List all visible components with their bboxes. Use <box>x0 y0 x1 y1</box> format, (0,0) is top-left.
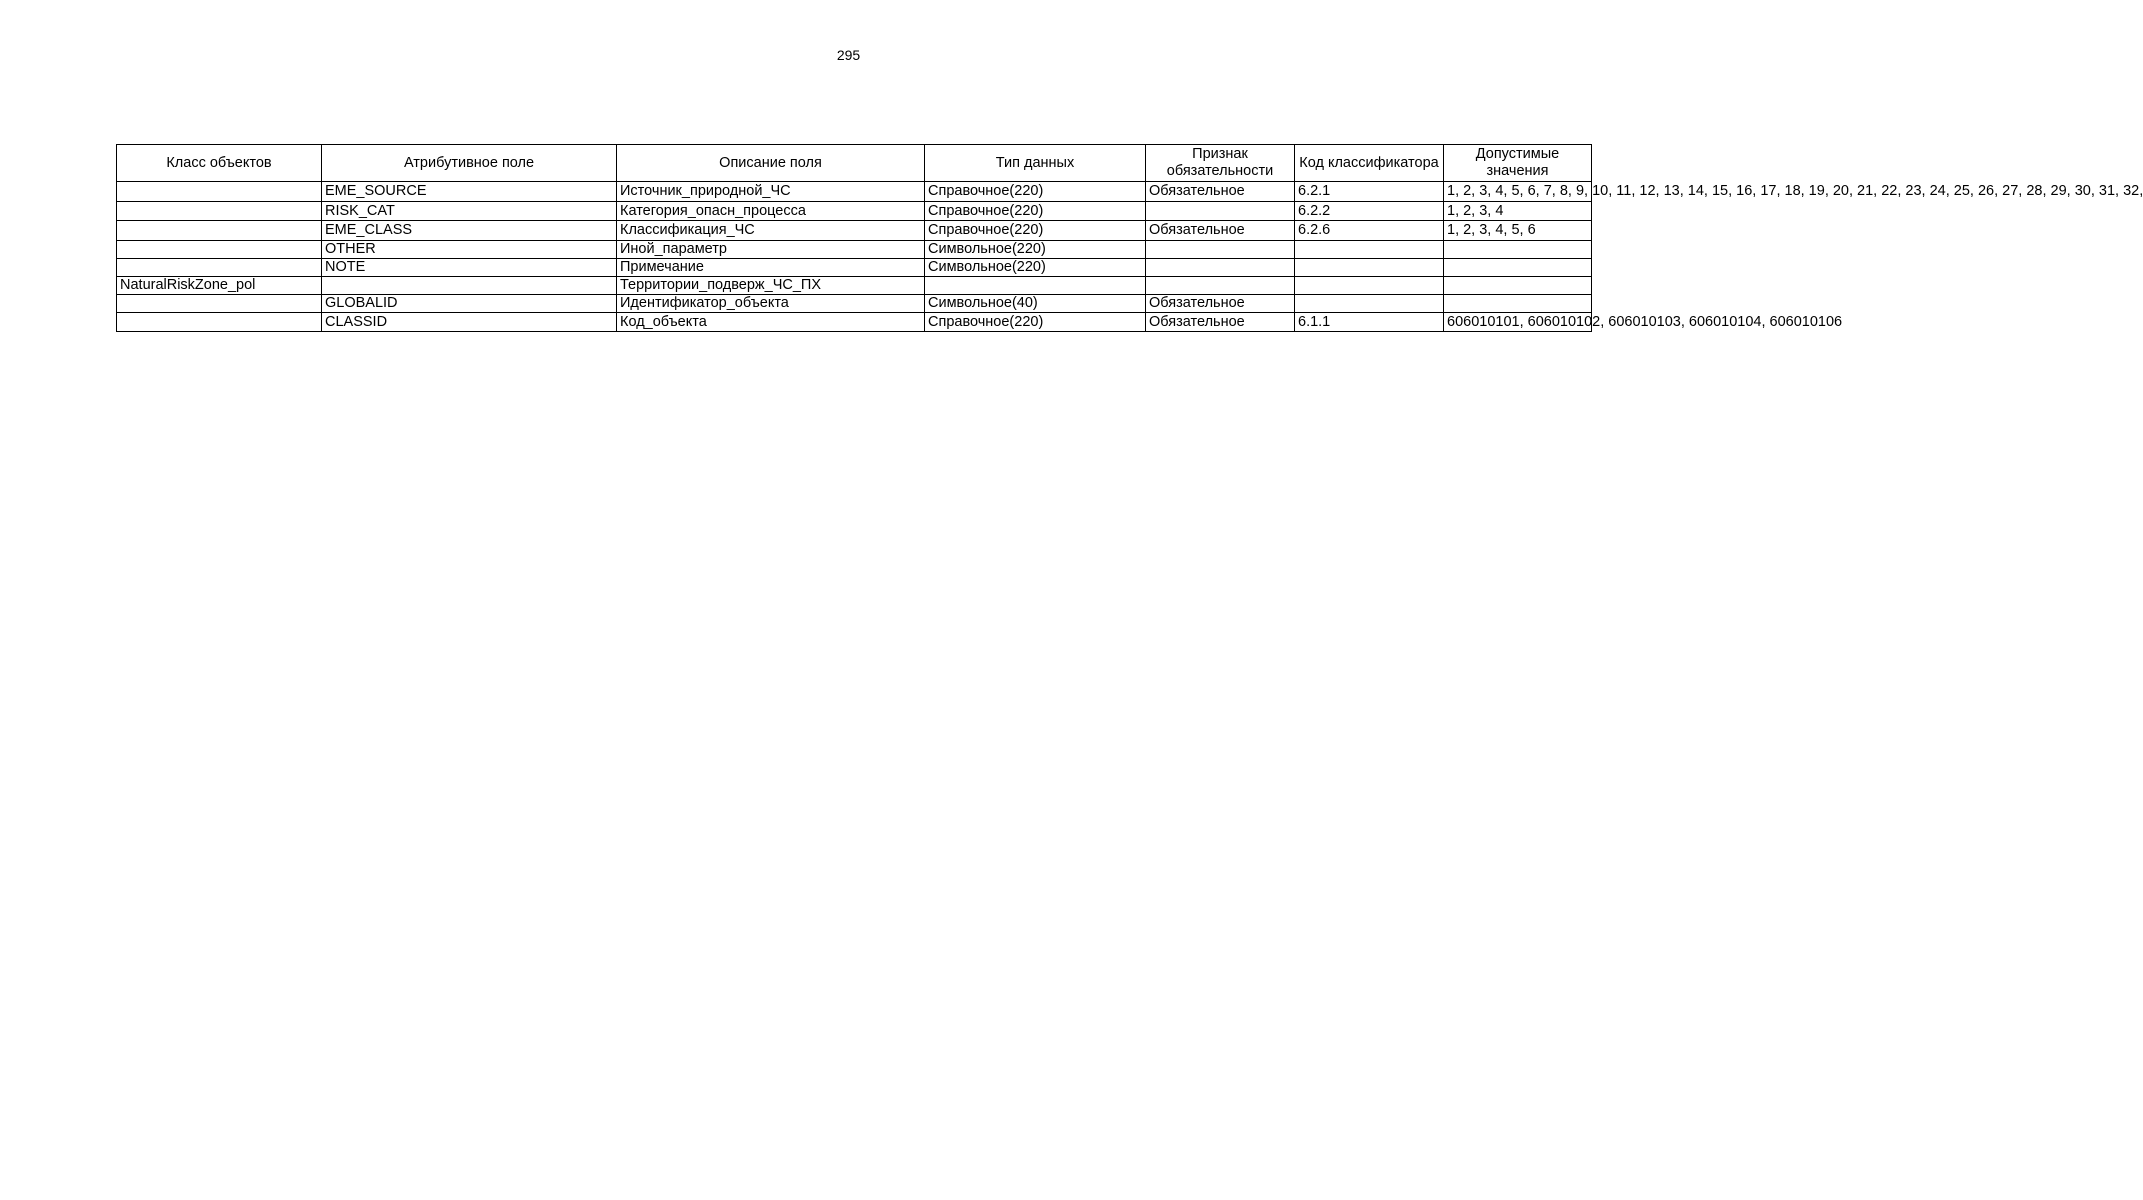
cell-classifier: 6.2.6 <box>1295 221 1444 241</box>
header-mandatory: Признак обязательности <box>1146 145 1295 182</box>
cell-field <box>322 276 617 294</box>
table-row <box>117 276 1592 294</box>
cell-field: EME_SOURCE <box>322 182 617 202</box>
cell-field: OTHER <box>322 240 617 258</box>
cell-classifier <box>1295 240 1444 258</box>
cell-field: NOTE <box>322 258 617 276</box>
cell-field: GLOBALID <box>322 294 617 312</box>
cell-description: Примечание <box>617 258 925 276</box>
table-row <box>117 312 1592 332</box>
cell-class <box>117 294 322 312</box>
cell-type: Символьное(220) <box>925 240 1146 258</box>
header-description: Описание поля <box>617 145 925 182</box>
attribute-table <box>116 144 2143 332</box>
cell-values: 1, 2, 3, 4, 5, 6 <box>1444 221 1592 241</box>
cell-description: Категория_опасн_процесса <box>617 201 925 221</box>
cell-classifier: 6.1.1 <box>1295 312 1444 332</box>
cell-values: 1, 2, 3, 4, 5, 6, 7, 8, 9, 10, 11, 12, 13, 14, 15, 16, 17, 18, 19, 20, 21, 22, 23, 24, 25, 26, 27, 28, 29, 30, 31, 32, <box>1444 182 1592 202</box>
cell-class <box>117 221 322 241</box>
table-row <box>117 258 1592 276</box>
cell-classifier: 6.2.2 <box>1295 201 1444 221</box>
cell-description: Код_объекта <box>617 312 925 332</box>
cell-type: Справочное(220) <box>925 182 1146 202</box>
cell-classifier: 6.2.1 <box>1295 182 1444 202</box>
header-row <box>117 145 1592 182</box>
cell-description: Иной_параметр <box>617 240 925 258</box>
cell-class: NaturalRiskZone_pol <box>117 276 322 294</box>
cell-mandatory: Обязательное <box>1146 294 1295 312</box>
header-class: Класс объектов <box>117 145 322 182</box>
cell-mandatory <box>1146 276 1295 294</box>
cell-description: Классификация_ЧС <box>617 221 925 241</box>
cell-type: Справочное(220) <box>925 221 1146 241</box>
table-row <box>117 201 1592 221</box>
table-row <box>117 182 1592 202</box>
cell-class <box>117 312 322 332</box>
header-values: Допустимые значения <box>1444 145 1592 182</box>
cell-mandatory: Обязательное <box>1146 312 1295 332</box>
cell-type: Символьное(40) <box>925 294 1146 312</box>
cell-values <box>1444 294 1592 312</box>
cell-mandatory <box>1146 201 1295 221</box>
cell-mandatory <box>1146 258 1295 276</box>
cell-description: Территории_подверж_ЧС_ПХ <box>617 276 925 294</box>
cell-mandatory: Обязательное <box>1146 221 1295 241</box>
cell-values: 1, 2, 3, 4 <box>1444 201 1592 221</box>
cell-values <box>1444 276 1592 294</box>
cell-description: Источник_природной_ЧС <box>617 182 925 202</box>
cell-field: EME_CLASS <box>322 221 617 241</box>
cell-field: RISK_CAT <box>322 201 617 221</box>
cell-class <box>117 182 322 202</box>
table-row <box>117 294 1592 312</box>
cell-description: Идентификатор_объекта <box>617 294 925 312</box>
cell-classifier <box>1295 276 1444 294</box>
cell-mandatory: Обязательное <box>1146 182 1295 202</box>
cell-class <box>117 240 322 258</box>
header-field: Атрибутивное поле <box>322 145 617 182</box>
cell-values <box>1444 240 1592 258</box>
cell-type: Справочное(220) <box>925 201 1146 221</box>
table-row <box>117 221 1592 241</box>
header-type: Тип данных <box>925 145 1146 182</box>
cell-type: Символьное(220) <box>925 258 1146 276</box>
cell-class <box>117 201 322 221</box>
cell-classifier <box>1295 294 1444 312</box>
cell-field: CLASSID <box>322 312 617 332</box>
cell-class <box>117 258 322 276</box>
header-classifier: Код классификатора <box>1295 145 1444 182</box>
cell-values <box>1444 258 1592 276</box>
cell-mandatory <box>1146 240 1295 258</box>
cell-type: Справочное(220) <box>925 312 1146 332</box>
table-row <box>117 240 1592 258</box>
cell-classifier <box>1295 258 1444 276</box>
cell-type <box>925 276 1146 294</box>
cell-values: 606010101, 606010102, 606010103, 606010104, 606010106 <box>1444 312 1592 332</box>
page-number: 295 <box>836 47 861 63</box>
